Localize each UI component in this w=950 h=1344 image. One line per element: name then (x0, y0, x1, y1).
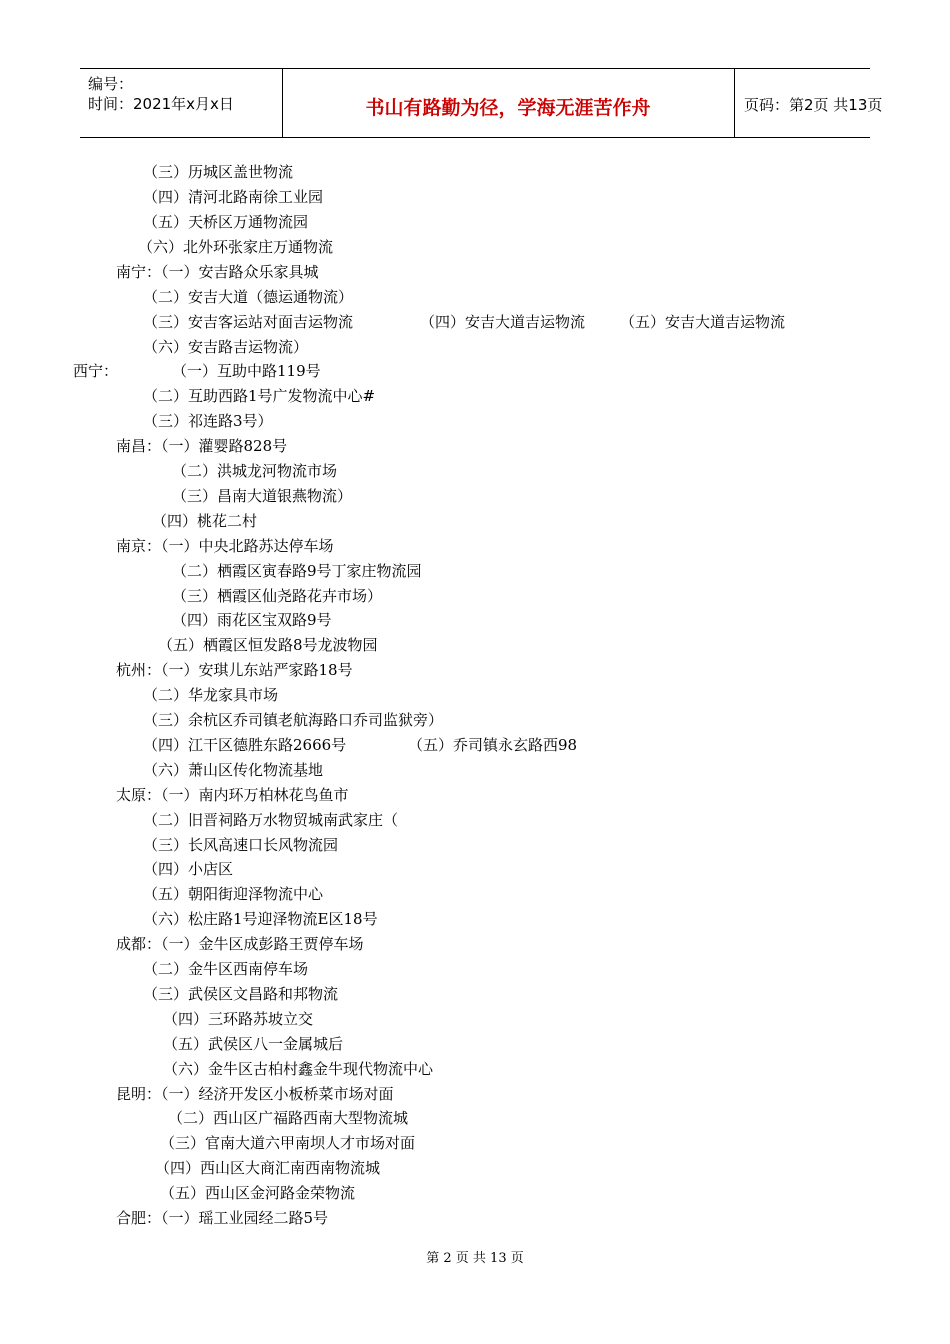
address-line: （四）三环路苏坡立交 (163, 1010, 314, 1028)
header-motto-cell (282, 69, 735, 137)
address-line: （一）互助中路119号 (172, 362, 321, 380)
address-line: 南昌：（一）灌婴路828号 (116, 437, 288, 455)
address-line: （二）华龙家具市场 (143, 686, 279, 704)
address-line: （四）雨花区宝双路9号 (172, 611, 332, 629)
address-line: 合肥：（一）瑶工业园经二路5号 (116, 1209, 329, 1227)
address-line: （五）西山区金河路金荣物流 (160, 1184, 356, 1202)
address-line: （四）安吉大道吉运物流 (420, 313, 586, 331)
address-line: （五）武侯区八一金属城后 (163, 1035, 344, 1053)
address-line: 南京：（一）中央北路苏达停车场 (116, 537, 334, 555)
address-line: （三）昌南大道银燕物流） (172, 487, 353, 505)
page-info: 页码：第2页 共13页 (744, 96, 883, 114)
header-right-cell (734, 69, 883, 137)
address-line: （二）互助西路1号广发物流中心# (143, 387, 376, 405)
address-line: （三）武侯区文昌路和邦物流 (143, 985, 339, 1003)
address-line: 南宁：（一）安吉路众乐家具城 (116, 263, 319, 281)
header-left-cell (80, 69, 283, 137)
address-line: 成都：（一）金牛区成彭路王贾停车场 (116, 935, 364, 953)
address-line: （五）天桥区万通物流园 (143, 213, 309, 231)
address-line: （五）安吉大道吉运物流 (620, 313, 786, 331)
address-line: （四）西山区大商汇南西南物流城 (155, 1159, 381, 1177)
page-footer: 第 2 页 共 13 页 (426, 1251, 524, 1266)
address-line: （三）余杭区乔司镇老航海路口乔司监狱旁） (143, 711, 444, 729)
address-line: （五）栖霞区恒发路8号龙波物园 (158, 636, 378, 654)
address-line: （六）安吉路吉运物流） (143, 338, 309, 356)
address-line: （二）西山区广福路西南大型物流城 (168, 1109, 409, 1127)
address-line: （六）北外环张家庄万通物流 (138, 238, 334, 256)
address-line: （二）旧晋祠路万水物贸城南武家庄（ (143, 811, 399, 829)
address-line: （三）祁连路3号） (143, 412, 273, 430)
address-line: （六）金牛区古柏村鑫金牛现代物流中心 (163, 1060, 434, 1078)
address-line: （二）安吉大道（德运通物流） (143, 288, 354, 306)
address-line: （四）清河北路南徐工业园 (143, 188, 324, 206)
address-line: （四）桃花二村 (152, 512, 258, 530)
address-line: （五）乔司镇永玄路西98 (408, 736, 578, 754)
page-header (80, 68, 883, 138)
address-line: 西宁： (73, 362, 119, 380)
address-line: （三）栖霞区仙尧路花卉市场） (172, 587, 383, 605)
address-line: （三）官南大道六甲南坝人才市场对面 (160, 1134, 416, 1152)
address-line: （五）朝阳街迎泽物流中心 (143, 885, 324, 903)
date-label: 时间：2021年x月x日 (88, 95, 234, 113)
address-line: 太原：（一）南内环万柏林花鸟鱼市 (116, 786, 349, 804)
address-line: （四）小店区 (143, 860, 234, 878)
address-line: （四）江干区德胜东路2666号 (143, 736, 347, 754)
address-line: （二）栖霞区寅春路9号丁家庄物流园 (172, 562, 422, 580)
address-line: （三）安吉客运站对面吉运物流 (143, 313, 354, 331)
address-line: （六）松庄路1号迎泽物流E区18号 (143, 910, 378, 928)
motto: 书山有路勤为径，学海无涯苦作舟 (365, 97, 651, 119)
address-line: 昆明：（一）经济开发区小板桥菜市场对面 (116, 1085, 394, 1103)
address-line: （三）历城区盖世物流 (143, 163, 294, 181)
address-line: （二）洪城龙河物流市场 (172, 462, 338, 480)
address-line: （二）金牛区西南停车场 (143, 960, 309, 978)
address-line: （六）萧山区传化物流基地 (143, 761, 324, 779)
address-line: 杭州：（一）安琪儿东站严家路18号 (116, 661, 353, 679)
number-label: 编号： (88, 75, 134, 93)
address-line: （三）长风高速口长风物流园 (143, 836, 339, 854)
